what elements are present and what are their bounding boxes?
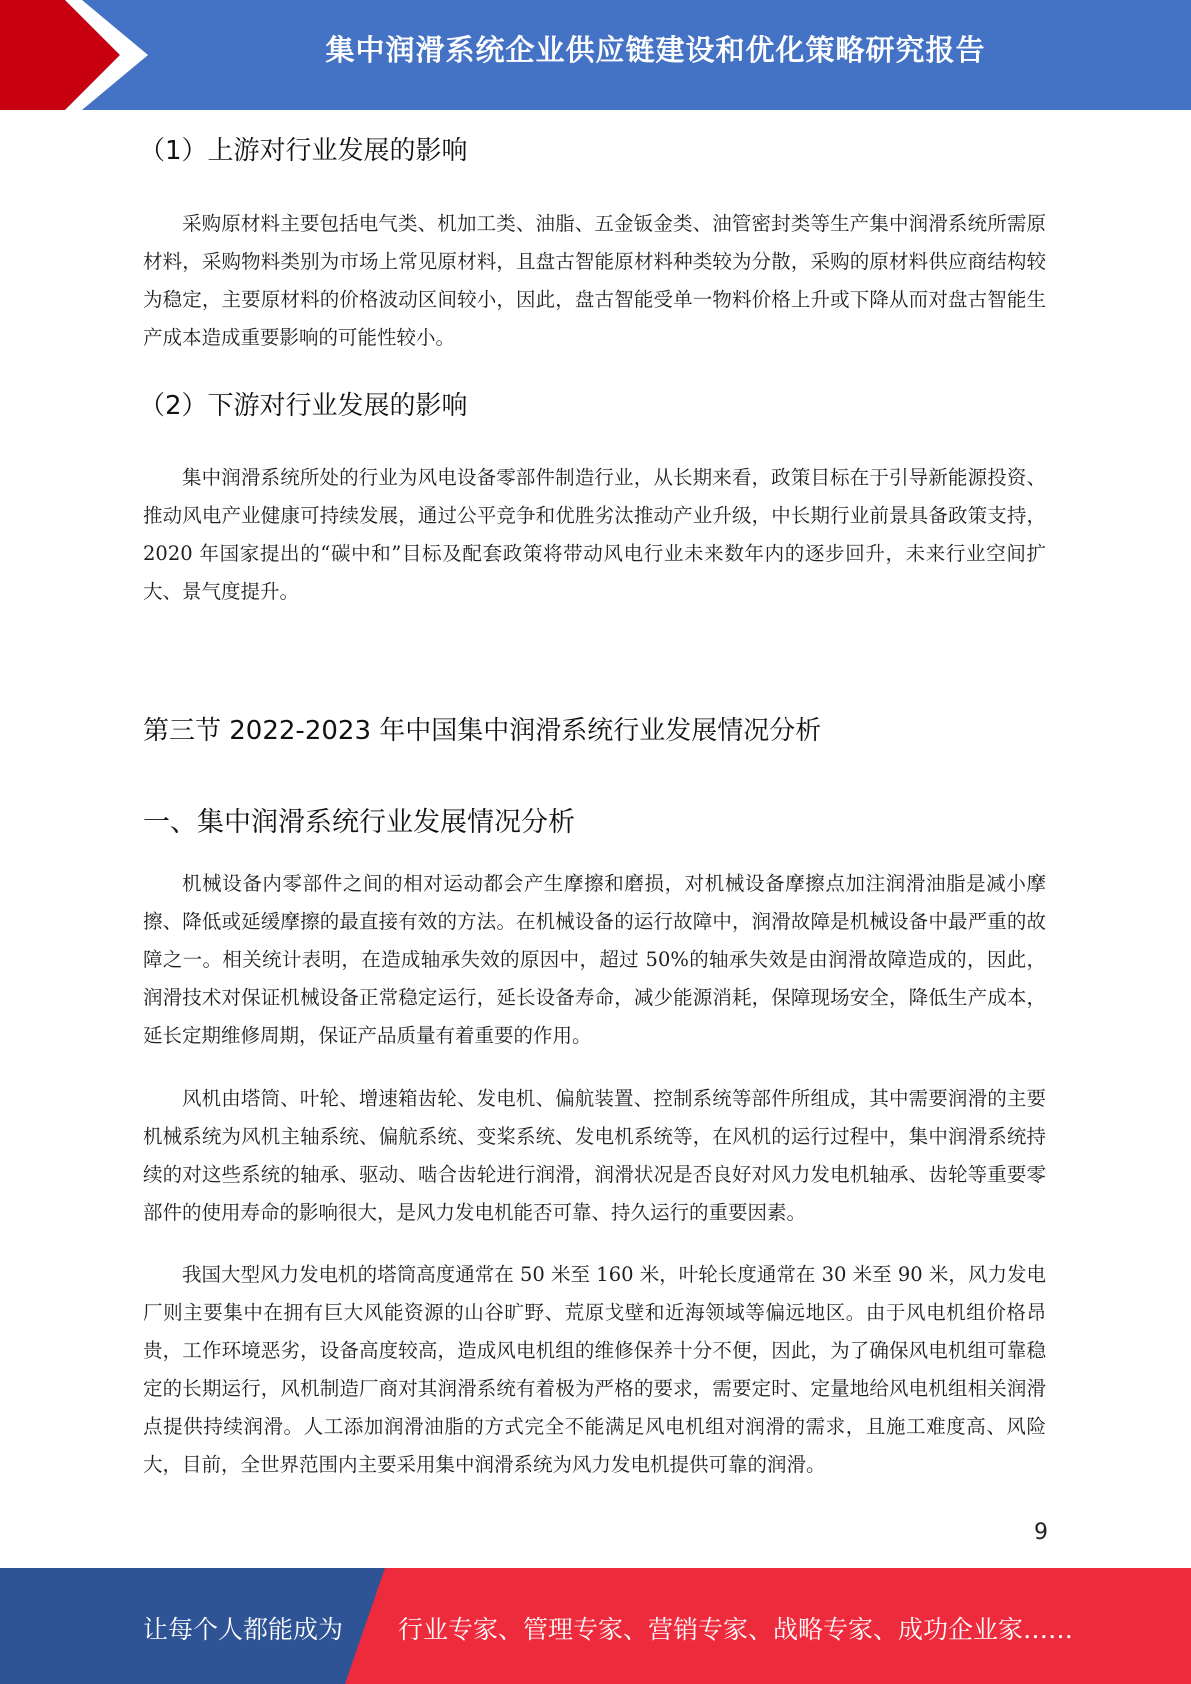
footer-slogan-right: 行业专家、管理专家、营销专家、战略专家、成功企业家…… (398, 1615, 1074, 1644)
page-number: 9 (1034, 1520, 1048, 1545)
subsection-heading: 一、集中润滑系统行业发展情况分析 (143, 807, 575, 838)
header-arrow-decoration (0, 0, 180, 110)
upstream-heading: （1）上游对行业发展的影响 (139, 136, 468, 166)
downstream-paragraph: 集中润滑系统所处的行业为风电设备零部件制造行业，从长期来看，政策目标在于引导新能源投资、推动风电产业健康可持续发展，通过公平竞争和优胜劣汰推动产业升级，中长期行业前景具备政策支持，2020 年国家提出的“碳中和”目标及配套政策将带动风电行业未来数年内的逐步回升，未来行业空间扩大、景气度提升。 (143, 466, 1046, 603)
body-paragraph: 我国大型风力发电机的塔筒高度通常在 50 米至 160 米，叶轮长度通常在 30 米至 90 米，风力发电厂则主要集中在拥有巨大风能资源的山谷旷野、荒原戈壁和近海领域等偏远地区。由于风电机组价格昂贵，工作环境恶劣，设备高度较高，造成风电机组的维修保养十分不便，因此，为了确保风电机组可靠稳定的长期运行，风机制造厂商对其润滑系统有着极为严格的要求，需要定时、定量地给风电机组相关润滑点提供持续润滑。人工添加润滑油脂的方式完全不能满足风电机组对润滑的需求，且施工难度高、风险大，目前，全世界范围内主要采用集中润滑系统为风力发电机提供可靠的润滑。 (143, 1263, 1046, 1476)
footer-banner (0, 1568, 1191, 1684)
header-banner (0, 0, 1191, 110)
footer-slogan-left: 让每个人都能成为 (143, 1615, 344, 1644)
document-title: 集中润滑系统企业供应链建设和优化策略研究报告 (325, 33, 986, 67)
downstream-heading: （2）下游对行业发展的影响 (139, 391, 468, 421)
section-heading: 第三节 2022-2023 年中国集中润滑系统行业发展情况分析 (143, 716, 822, 746)
body-paragraph: 机械设备内零部件之间的相对运动都会产生摩擦和磨损，对机械设备摩擦点加注润滑油脂是减小摩擦、降低或延缓摩擦的最直接有效的方法。在机械设备的运行故障中，润滑故障是机械设备中最严重的故障之一。相关统计表明，在造成轴承失效的原因中，超过 50%的轴承失效是由润滑故障造成的，因此，润滑技术对保证机械设备正常稳定运行，延长设备寿命，减少能源消耗，保障现场安全，降低生产成本，延长定期维修周期，保证产品质量有着重要的作用。 (143, 872, 1046, 1047)
body-paragraph: 风机由塔筒、叶轮、增速箱齿轮、发电机、偏航装置、控制系统等部件所组成，其中需要润滑的主要机械系统为风机主轴系统、偏航系统、变桨系统、发电机系统等，在风机的运行过程中，集中润滑系统持续的对这些系统的轴承、驱动、啮合齿轮进行润滑，润滑状况是否良好对风力发电机轴承、齿轮等重要零部件的使用寿命的影响很大，是风力发电机能否可靠、持久运行的重要因素。 (143, 1087, 1046, 1224)
upstream-paragraph: 采购原材料主要包括电气类、机加工类、油脂、五金钣金类、油管密封类等生产集中润滑系统所需原材料，采购物料类别为市场上常见原材料，且盘古智能原材料种类较为分散，采购的原材料供应商结构较为稳定，主要原材料的价格波动区间较小，因此，盘古智能受单一物料价格上升或下降从而对盘古智能生产成本造成重要影响的可能性较小。 (143, 212, 1046, 349)
